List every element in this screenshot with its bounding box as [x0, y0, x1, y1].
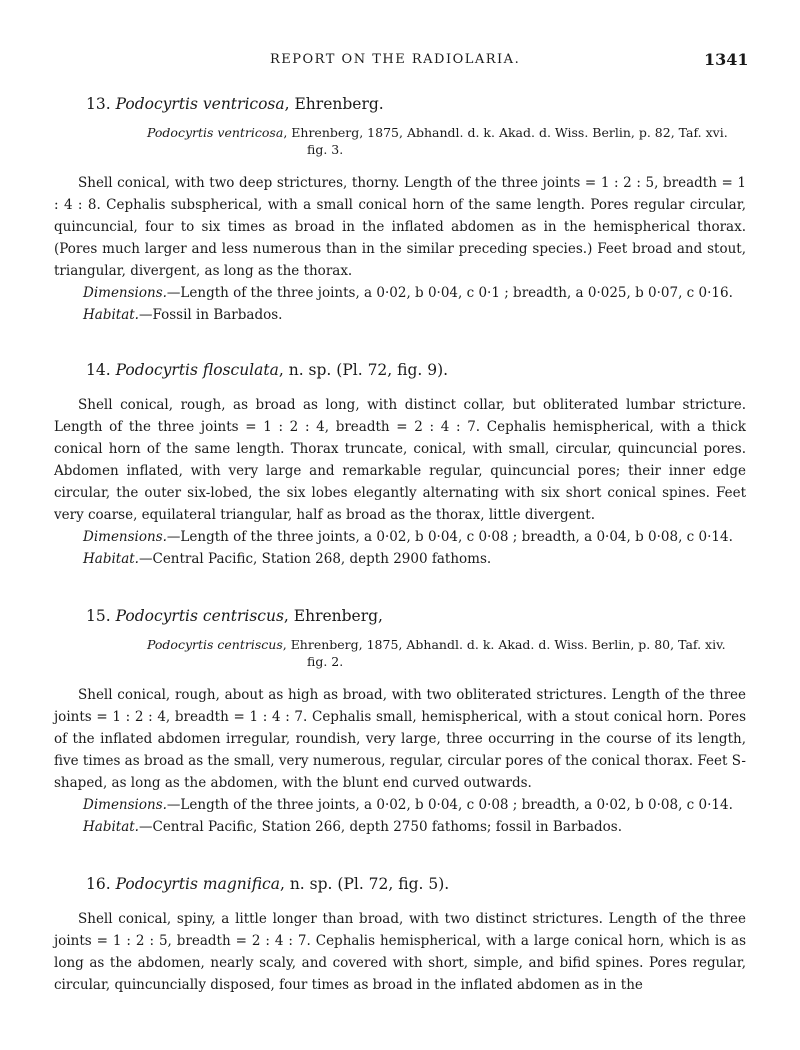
- habitat-label: Habitat.: [83, 819, 139, 835]
- species-heading: 14. Podocyrtis flosculata, n. sp. (Pl. 72, fig. 9).: [86, 361, 449, 379]
- citation: Podocyrtis centriscus, Ehrenberg, 1875, Abhandl. d. k. Akad. d. Wiss. Berlin, p. 80, Taf. xiv. fig. 2.: [54, 636, 746, 670]
- description: Shell conical, spiny, a little longer than broad, with two distinct strictures. Length of the three joints = 1 : 2 : 5, breadth = 2 : 4 : 7. Cephalis hemispherical, with a large conical horn, which is as long as the abdomen, nearly scaly, and covered with short, simple, and bifid spines. Pores regular, circular, quincuncially disposed, four times as broad in the inflated abdomen as in the: [54, 911, 746, 993]
- habitat-label: Habitat.: [83, 307, 139, 323]
- citation-figure: fig. 3.: [307, 142, 344, 157]
- dimensions-label: Dimensions.: [83, 285, 167, 301]
- species-author: Ehrenberg,: [293, 607, 383, 625]
- description: Shell conical, rough, as broad as long, with distinct collar, but obliterated lumbar stricture. Length of the three joints = 1 : 2 : 4, breadth = 2 : 4 : 7. Cephalis hemispherical, with a thick conical horn of the same length. Thorax truncate, conical, with small, circular, quincuncial pores. Abdomen inflated, with very large and remarkable regular, quincuncial pores; their inner edge circular, the outer six-lobed, the six lobes elegantly alternating with six short conical spines. Feet very coarse, equilateral triangular, half as broad as the thorax, little divergent.: [54, 397, 746, 523]
- entry-number: 14.: [86, 361, 111, 379]
- habitat-line: [54, 548, 746, 570]
- dimensions-text: —Length of the three joints, a 0·02, b 0·04, c 0·1 ; breadth, a 0·025, b 0·07, c 0·16.: [166, 285, 733, 301]
- dimensions-line: [54, 526, 746, 548]
- species-name: Podocyrtis flosculata: [115, 361, 279, 379]
- citation: Podocyrtis ventricosa, Ehrenberg, 1875, Abhandl. d. k. Akad. d. Wiss. Berlin, p. 82, Taf. xvi. fig. 3.: [54, 124, 746, 158]
- citation-text: Ehrenberg, 1875, Abhandl. d. k. Akad. d. Wiss. Berlin, p. 82, Taf. xvi.: [291, 125, 728, 140]
- citation-text: Ehrenberg, 1875, Abhandl. d. k. Akad. d. Wiss. Berlin, p. 80, Taf. xiv.: [290, 637, 726, 652]
- dimensions-line: [54, 282, 746, 304]
- citation-figure: fig. 2.: [307, 654, 344, 669]
- habitat-label: Habitat.: [83, 551, 139, 567]
- dimensions-label: Dimensions.: [83, 529, 167, 545]
- species-author: Ehrenberg.: [294, 95, 384, 113]
- species-entry-16: [54, 874, 746, 996]
- species-heading: 15. Podocyrtis centriscus, Ehrenberg,: [86, 607, 383, 625]
- running-title: REPORT ON THE RADIOLARIA.: [270, 52, 521, 67]
- species-author: n. sp. (Pl. 72, fig. 9).: [288, 361, 449, 379]
- species-name: Podocyrtis ventricosa: [115, 95, 285, 113]
- species-entry-15: [54, 606, 746, 838]
- habitat-line: [54, 304, 746, 326]
- entry-number: 15.: [86, 607, 111, 625]
- description: Shell conical, rough, about as high as broad, with two obliterated strictures. Length of the three joints = 1 : 2 : 4, breadth = 1 : 4 : 7. Cephalis small, hemispherical, with a stout conical horn. Pores of the inflated abdomen irregular, roundish, very large, three occurring in the course of its length, five times as broad as the small, very numerous, regular, circular pores of the conical thorax. Feet S-shaped, as long as the abdomen, with the blunt end curved outwards.: [54, 687, 746, 791]
- species-heading: 13. Podocyrtis ventricosa, Ehrenberg.: [86, 95, 384, 113]
- dimensions-line: [54, 794, 746, 816]
- habitat-text: —Fossil in Barbados.: [138, 307, 283, 323]
- running-header: [0, 50, 800, 74]
- habitat-text: —Central Pacific, Station 266, depth 2750 fathoms; fossil in Barbados.: [138, 819, 623, 835]
- species-entry-14: [54, 360, 746, 570]
- dimensions-label: Dimensions.: [83, 797, 167, 813]
- dimensions-text: —Length of the three joints, a 0·02, b 0·04, c 0·08 ; breadth, a 0·02, b 0·08, c 0·14.: [166, 797, 733, 813]
- page-number: 1341: [704, 50, 749, 69]
- species-name: Podocyrtis magnifica: [115, 875, 280, 893]
- dimensions-text: —Length of the three joints, a 0·02, b 0·04, c 0·08 ; breadth, a 0·04, b 0·08, c 0·14.: [166, 529, 733, 545]
- citation-name: Podocyrtis ventricosa: [147, 125, 284, 140]
- species-author: n. sp. (Pl. 72, fig. 5).: [289, 875, 450, 893]
- entry-number: 16.: [86, 875, 111, 893]
- citation-name: Podocyrtis centriscus: [147, 637, 283, 652]
- habitat-text: —Central Pacific, Station 268, depth 2900 fathoms.: [138, 551, 492, 567]
- species-heading: 16. Podocyrtis magnifica, n. sp. (Pl. 72, fig. 5).: [86, 875, 450, 893]
- habitat-line: [54, 816, 746, 838]
- entry-number: 13.: [86, 95, 111, 113]
- species-name: Podocyrtis centriscus: [115, 607, 284, 625]
- description: Shell conical, with two deep strictures, thorny. Length of the three joints = 1 : 2 : 5, breadth = 1 : 4 : 8. Cephalis subspherical, with a small conical horn of the same length. Pores regular circular, quincuncial, four to six times as broad in the inflated abdomen as in the hemispherical thorax. (Pores much larger and less numerous than in the similar preceding species.) Feet broad and stout, triangular, divergent, as long as the thorax.: [54, 175, 746, 279]
- species-entry-13: [54, 94, 746, 326]
